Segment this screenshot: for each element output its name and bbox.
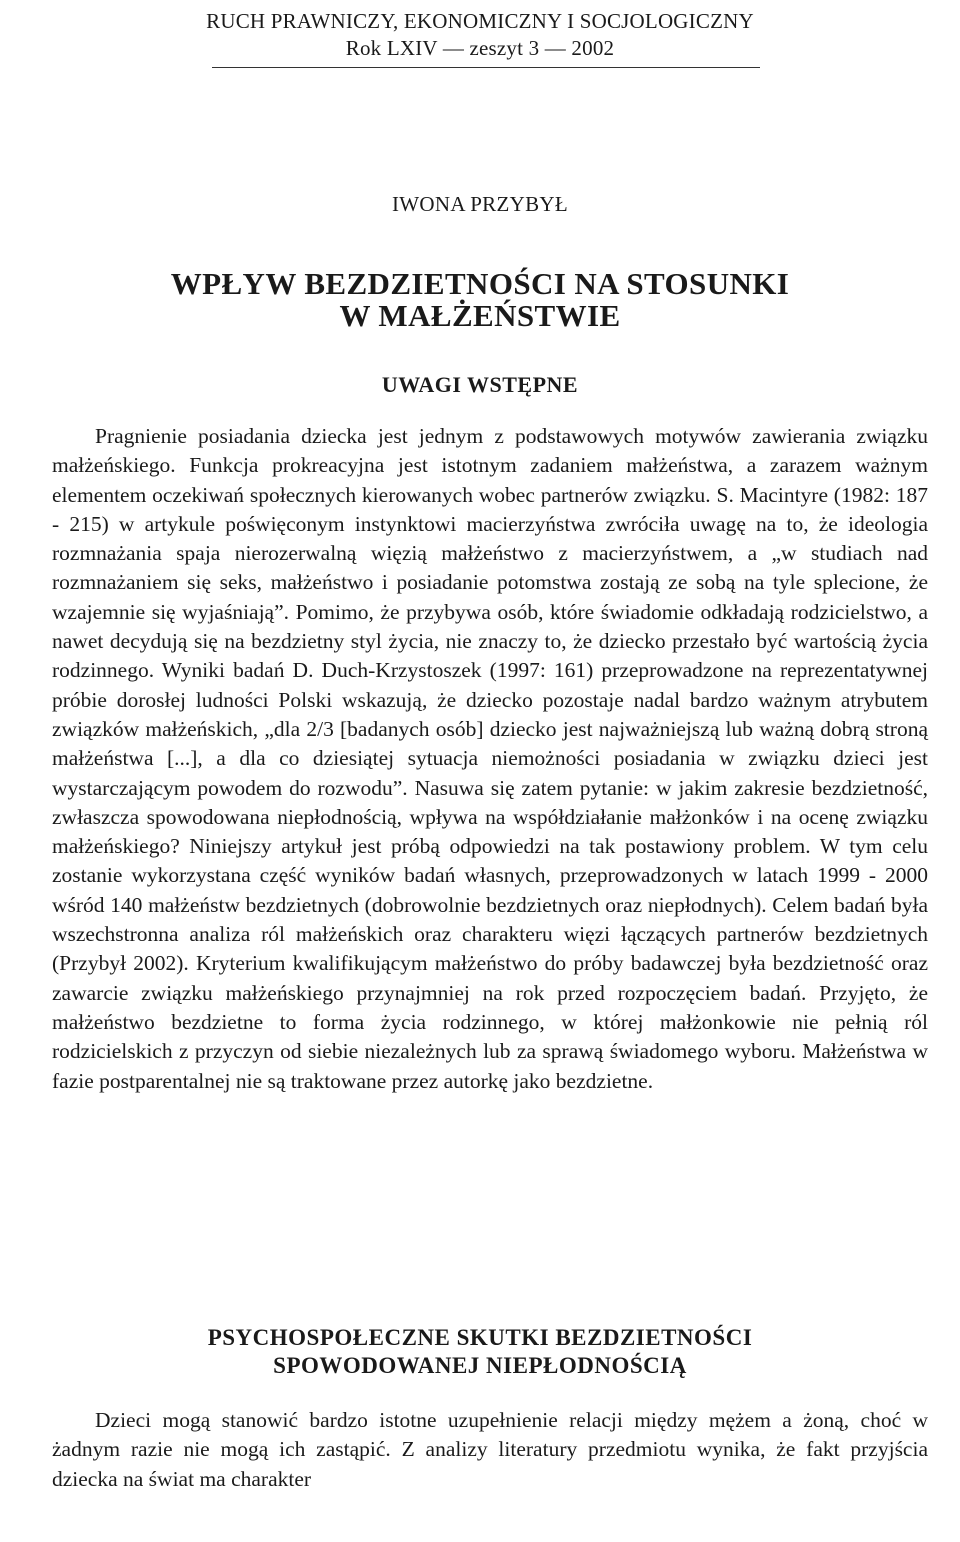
section-heading-2-line-2: SPOWODOWANEJ NIEPŁODNOŚCIĄ <box>273 1353 687 1378</box>
article-title-line-2: W MAŁŻEŃSTWIE <box>339 298 621 333</box>
introduction-paragraph: Pragnienie posiadania dziecka jest jednym z podstawowych motywów zawierania związku małżeńskiego. Funkcja prokreacyjna jest istotnym zadaniem małżeństwa, a zarazem ważnym elementem oczekiwań społecznych kierowanych wobec partnerów związku. S. Macintyre (1982: 187 - 215) w artykule poświęconym instynktowi macierzyństwa zwróciła uwagę na to, że ideologia rozmnażania spaja nierozerwalną więzią małżeństwo z macierzyństwem, a „w studiach nad rozmnażaniem się seks, małżeństwo i posiadanie potomstwa zostają ze sobą na tyle splecione, że wzajemnie się wyjaśniają”. Pomimo, że przybywa osób, które świadomie odkładają rodzicielstwo, a nawet decydują się na bezdzietny styl życia, nie znaczy to, że dziecko przestało być wartością życia rodzinnego. Wyniki badań D. Duch-Krzystoszek (1997: 161) przeprowadzone na reprezentatywnej próbie dorosłej ludności Polski wskazują, że dziecko pozostaje nadal bardzo ważnym atrybutem związków małżeńskich, „dla 2/3 [badanych osób] dziecko jest najważniejszą lub ważną dobrą stroną małżeństwa [...], a dla co dziesiątej sytuacja niemożności posiadania w związku dzieci jest wystarczającym powodem do rozwodu”. Nasuwa się zatem pytanie: w jakim zakresie bezdzietność, zwłaszcza spowodowana niepłodnością, wpływa na współdziałanie małżonków i na ocenę związku małżeńskiego? Niniejszy artykuł jest próbą odpowiedzi na tak postawiony problem. W tym celu zostanie wykorzystana część wyników badań własnych, przeprowadzonych w latach 1999 - 2000 wśród 140 małżeństw bezdzietnych (dobrowolnie bezdzietnych oraz niepłodnych). Celem badań była wszechstronna analiza ról małżeńskich oraz charakteru więzi łączących partnerów bezdzietnych (Przybył 2002). Kryterium kwalifikującym małżeństwo do próby badawczej była bezdzietność oraz zawarcie związku małżeńskiego przynajmniej na rok przed rozpoczęciem badań. Przyjęto, że małżeństwo bezdzietne to forma życia rodzinnego, w której małżonkowie nie pełnią ról rodzicielskich z przyczyn od siebie niezależnych lub za sprawą świadomego wyboru. Małżeństwa w fazie postparentalnej nie są traktowane przez autorkę jako bezdzietne. <box>52 424 928 1093</box>
journal-title: RUCH PRAWNICZY, EKONOMICZNY I SOCJOLOGICZNY <box>206 9 754 33</box>
section-heading-2-line-1: PSYCHOSPOŁECZNE SKUTKI BEZDZIETNOŚCI <box>207 1325 753 1350</box>
header-rule <box>212 67 760 68</box>
section-heading-introduction: UWAGI WSTĘPNE <box>381 372 579 397</box>
section-2-paragraph: Dzieci mogą stanowić bardzo istotne uzupełnienie relacji między mężem a żoną, choć w żadnym razie nie mogą ich zastąpić. Z analizy literatury przedmiotu wynika, że fakt przyjścia dziecka na świat ma charakter <box>52 1408 928 1491</box>
issue-info: Rok LXIV — zeszyt 3 — 2002 <box>345 36 615 60</box>
article-title-line-1: WPŁYW BEZDZIETNOŚCI NA STOSUNKI <box>170 266 790 301</box>
article-author: IWONA PRZYBYŁ <box>392 192 568 216</box>
